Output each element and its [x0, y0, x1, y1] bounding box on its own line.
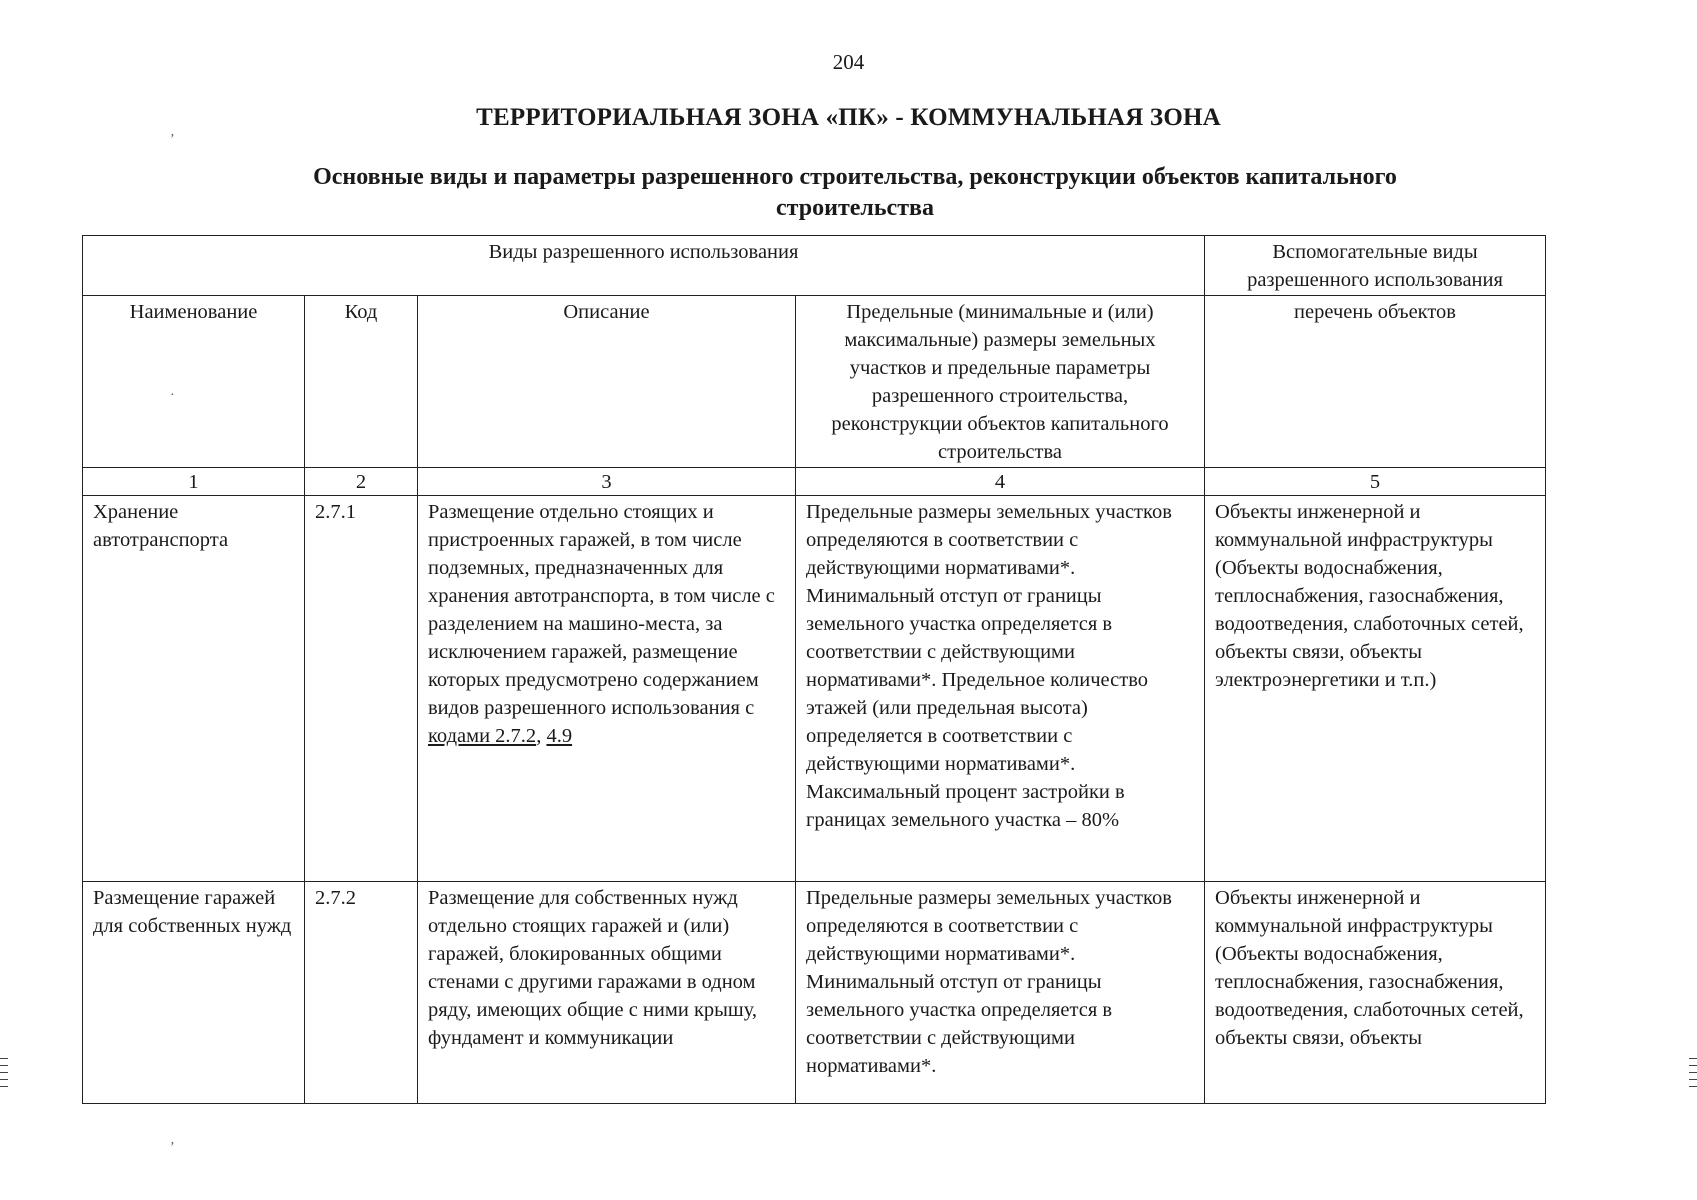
zone-regulations-table [82, 235, 1546, 1104]
code-link[interactable]: кодами 2.7.2 [428, 725, 537, 747]
group-header-permitted-uses: Виды разрешенного использования [83, 236, 1205, 296]
cell-code: 2.7.2 [305, 882, 418, 1104]
section-title [210, 162, 1500, 224]
column-number: 1 [83, 468, 305, 496]
cell-description [418, 496, 796, 882]
cell-name: Хранение автотранспорта [83, 496, 305, 882]
group-header-auxiliary-uses: Вспомогательные виды разрешенного использования [1205, 236, 1546, 296]
column-header-code: Код [305, 296, 418, 468]
column-number: 4 [796, 468, 1205, 496]
column-header-description: Описание [418, 296, 796, 468]
link-separator: , [536, 725, 547, 747]
cell-auxiliary: Объекты инженерной и коммунальной инфраструктуры (Объекты водоснабжения, теплоснабжения, газоснабжения, водоотведения, слаботочных сетей, объекты связи, объекты электроэнергетики и т.п.) [1205, 496, 1546, 882]
column-number: 2 [305, 468, 418, 496]
section-title-line2: строительства [776, 195, 934, 221]
scan-edge-marks [0, 1058, 8, 1093]
cell-description: Размещение для собственных нужд отдельно стоящих гаражей и (или) гаражей, блокированных общими стенами с другими гаражами в одном ряду, имеющих общие с ними крышу, фундамент и коммуникации [418, 882, 796, 1104]
table-row [83, 882, 1546, 1104]
table-group-header-row [83, 236, 1546, 296]
table-row [83, 496, 1546, 882]
scan-speck: · [170, 388, 175, 403]
cell-name: Размещение гаражей для собственных нужд [83, 882, 305, 1104]
page-number: 204 [832, 50, 865, 74]
column-number: 3 [418, 468, 796, 496]
column-header-parameters: Предельные (минимальные и (или) максимальные) размеры земельных участков и предельные параметры разрешенного строительства, реконструкции объектов капитального строительства [796, 296, 1205, 468]
table-column-number-row [83, 468, 1546, 496]
scan-edge-marks [1689, 1058, 1697, 1093]
cell-auxiliary: Объекты инженерной и коммунальной инфраструктуры (Объекты водоснабжения, теплоснабжения, газоснабжения, водоотведения, слаботочных сетей, объекты связи, объекты [1205, 882, 1546, 1104]
table-column-header-row [83, 296, 1546, 468]
cell-code: 2.7.1 [305, 496, 418, 882]
cell-parameters: Предельные размеры земельных участков определяются в соответствии с действующими нормативами*. Минимальный отступ от границы земельного участка определяется в соответствии с действующими нормативами*. [796, 882, 1205, 1104]
column-header-objects-list: перечень объектов [1205, 296, 1546, 468]
scan-speck: ʼ [170, 1140, 175, 1155]
section-title-line1: Основные виды и параметры разрешенного строительства, реконструкции объектов капитального [313, 164, 1397, 190]
zone-title: ТЕРРИТОРИАЛЬНАЯ ЗОНА «ПК» - КОММУНАЛЬНАЯ ЗОНА [476, 104, 1221, 131]
scan-speck: ʼ [170, 132, 175, 147]
column-number: 5 [1205, 468, 1546, 496]
code-link[interactable]: 4.9 [546, 725, 573, 747]
cell-parameters: Предельные размеры земельных участков определяются в соответствии с действующими нормативами*. Минимальный отступ от границы земельного участка определяется в соответствии с действующими нормативами*. Предельное количество этажей (или предельная высота) определяется в соответствии с действующими нормативами*. Максимальный процент застройки в границах земельного участка – 80% [796, 496, 1205, 882]
column-header-name: Наименование [83, 296, 305, 468]
description-text: Размещение отдельно стоящих и пристроенных гаражей, в том числе подземных, предназначенных для хранения автотранспорта, в том числе с разделением на машино-места, за исключением гаражей, размещение которых предусмотрено содержанием видов разрешенного использования с [428, 501, 775, 719]
